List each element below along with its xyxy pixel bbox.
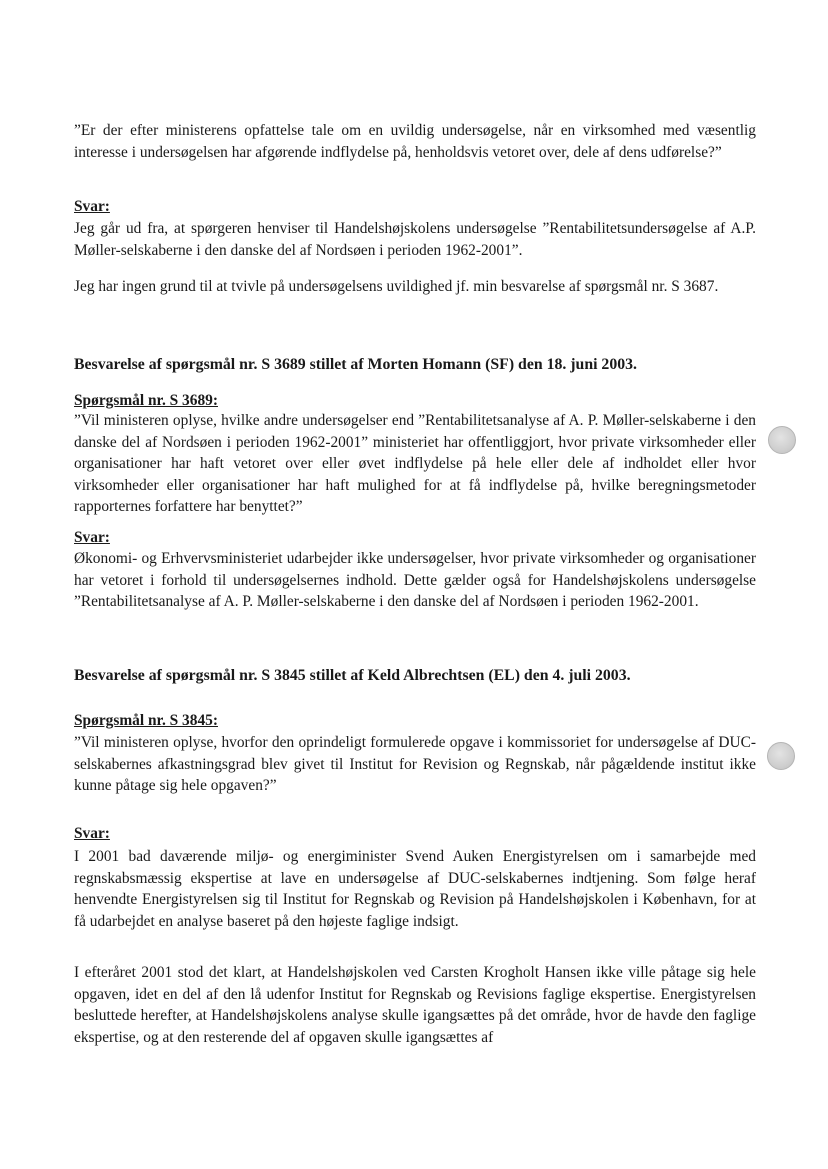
s3845-answer-p1: I 2001 bad daværende miljø- og energiminister Svend Auken Energistyrelsen om i samarbejde med regnskabsmæssig ekspertise at lave en undersøgelse af DUC-selskabernes indtjening. Som følge heraf henvendte Energistyrelsen sig til Institut for Regnskab og Revision på Handelshøjskolen i København, for at få udarbejdet en analyse baseret på den højeste faglige indsigt. [74,848,756,930]
s3845-heading: Besvarelse af spørgsmål nr. S 3845 stillet af Keld Albrechtsen (EL) den 4. juli 2003. [74,667,631,684]
s3845-answer-label: Svar: [74,825,110,842]
punch-hole-bottom [767,742,795,770]
s3689-answer: Økonomi- og Erhvervsministeriet udarbejder ikke undersøgelser, hvor private virksomheder og organisationer har vetoret i forhold til undersøgelsernes indhold. Dette gælder også for Handelshøjskolens undersøgelse ”Rentabilitetsanalyse af A. P. Møller-selskaberne i den danske del af Nordsøen i perioden 1962-2001. [74,550,756,610]
s3845-question: ”Vil ministeren oplyse, hvorfor den oprindeligt formulerede opgave i kommissoriet for undersøgelse af DUC- selskabernes afkastningsgrad blev givet til Institut for Revision og Regnskab, når pågældende institut ikke kunne påtage sig hele opgaven?” [74,734,756,794]
punch-hole-top [768,426,796,454]
intro-answer-p2: Jeg har ingen grund til at tvivle på undersøgelsens uvildighed jf. min besvarelse af spørgsmål nr. S 3687. [74,278,719,295]
intro-question: ”Er der efter ministerens opfattelse tale om en uvildig undersøgelse, når en virksomhed med væsentlig interesse i undersøgelsen har afgørende indflydelse på, henholdsvis vetoret over, dele af dens udførelse?” [74,122,756,161]
intro-answer-label: Svar: [74,198,110,215]
s3689-question: ”Vil ministeren oplyse, hvilke andre undersøgelser end ”Rentabilitetsanalyse af A. P. Møller-selskaberne i den danske del af Nordsøen i perioden 1962-2001” ministeriet har offentliggjort, hvor private virksomheder eller organisationer har haft vetoret over eller øvet indflydelse på hele eller dele af indholdet eller hvor virksomheder eller organisationer har haft mulighed for at få indflydelse på, hvilke beregningsmetoder rapporternes forfattere har benyttet?” [74,412,756,515]
s3689-answer-label: Svar: [74,529,110,546]
s3689-question-label: Spørgsmål nr. S 3689: [74,392,218,409]
s3845-answer-p2: I efteråret 2001 stod det klart, at Handelshøjskolen ved Carsten Krogholt Hansen ikke ville påtage sig hele opgaven, idet en del af den lå udenfor Institut for Regnskab og Revisions faglige ekspertise. Energistyrelsen besluttede herefter, at Handelshøjskolens analyse skulle igangsættes på det område, hvor de havde den faglige ekspertise, og at den resterende del af opgaven skulle igangsættes af [74,964,756,1046]
s3845-question-label: Spørgsmål nr. S 3845: [74,712,218,729]
s3689-heading: Besvarelse af spørgsmål nr. S 3689 stillet af Morten Homann (SF) den 18. juni 2003. [74,356,637,373]
intro-answer-p1: Jeg går ud fra, at spørgeren henviser til Handelshøjskolens undersøgelse ”Rentabilitetsundersøgelse af A.P. Møller-selskaberne i den danske del af Nordsøen i perioden 1962-2001”. [74,220,756,259]
